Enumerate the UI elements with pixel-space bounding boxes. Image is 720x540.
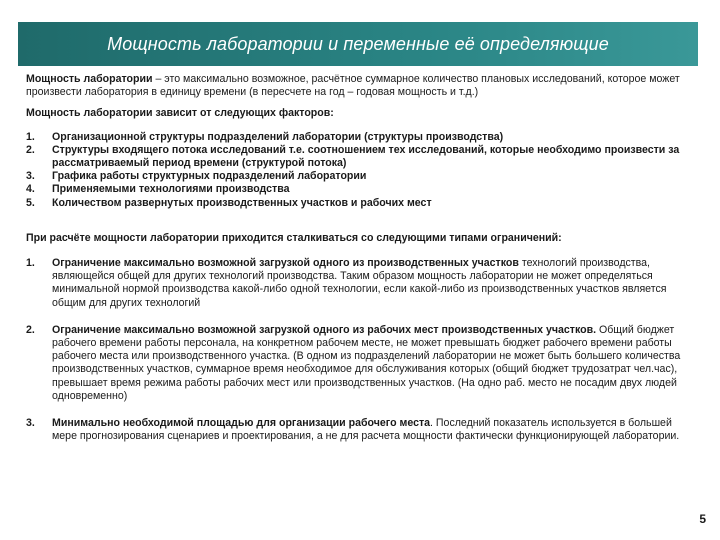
factor-item	[26, 144, 690, 170]
page-number: 5	[699, 512, 706, 526]
factor-text: Графика работы структурных подразделений лаборатории	[52, 170, 367, 183]
limit-item	[26, 324, 690, 403]
limit-item	[26, 257, 690, 310]
factor-text: Структуры входящего потока исследований т.е. соотношением тех исследований, которые необходимо произвести за рассматриваемый период времени (структурой потока)	[52, 143, 680, 170]
factor-number: 5.	[26, 196, 35, 209]
limit-body	[52, 417, 690, 443]
factor-number: 2.	[26, 143, 35, 156]
limit-number: 2.	[26, 323, 35, 336]
limit-number: 3.	[26, 417, 35, 430]
factor-text: Применяемыми технологиями производства	[52, 183, 290, 196]
limit-title: Ограничение максимально возможной загрузкой одного из рабочих мест производственных участков.	[52, 323, 597, 336]
limits-heading: При расчёте мощности лаборатории приходится сталкиваться со следующими типами ограничений:	[26, 231, 562, 244]
limit-number: 1.	[26, 257, 35, 270]
limit-title: Ограничение максимально возможной загрузкой одного из производственных участков	[52, 257, 519, 270]
factor-item	[26, 183, 690, 196]
factors-list	[26, 131, 690, 210]
limit-text: технологий производства, являющейся общей для других технологий производства. Таким образом мощность лаборатории не может определяться минимальной нормой производства какой-либо одной технологии, если какой-либо из производственных участков является общим для других технологий	[52, 257, 667, 309]
intro-term: Мощность лаборатории	[26, 73, 153, 85]
factors-heading: Мощность лаборатории зависит от следующих факторов:	[26, 107, 334, 120]
factor-item	[26, 170, 690, 183]
factor-text: Организационной структуры подразделений лаборатории (структуры производства)	[52, 130, 504, 143]
limit-body	[52, 324, 690, 403]
factor-item	[26, 131, 690, 144]
limit-item	[26, 417, 690, 443]
slide-content	[26, 73, 690, 457]
limit-text: Общий бюджет рабочего времени работы персонала, на конкретном рабочем месте, не может превышать бюджет рабочего времени работы рабочего места или производственного участка. (В одном из подразделений лаборатории не может быть большего количества производственных участков, суммарное время необходимое для обслуживания которых (общий бюджет трудозатрат чел.час), превышает время режима работы рабочих мест или производственных участков. (На одно раб. место не посадим двух людей одновременно)	[52, 323, 681, 402]
factor-number: 3.	[26, 170, 35, 183]
title-banner	[18, 22, 698, 66]
intro-text: – это максимально возможное, расчётное суммарное количество плановых исследований, которое может произвести лаборатория в единицу времени (в пересчете на год – годовая мощность и т.д.)	[26, 73, 680, 99]
factor-text: Количеством развернутых производственных участков и рабочих мест	[52, 196, 432, 209]
page-title: Мощность лаборатории и переменные её определяющие	[107, 33, 609, 54]
intro-paragraph	[26, 73, 690, 99]
limit-title: Минимально необходимой площадью для организации рабочего места	[52, 417, 431, 430]
limit-body	[52, 257, 690, 310]
factor-number: 1.	[26, 130, 35, 143]
limit-text: . Последний показатель используется в большей мере прогнозирования сценариев и проектирования, а не для расчета мощности фактически функционирующей лаборатории.	[52, 417, 680, 443]
factor-item	[26, 197, 690, 210]
factor-number: 4.	[26, 183, 35, 196]
